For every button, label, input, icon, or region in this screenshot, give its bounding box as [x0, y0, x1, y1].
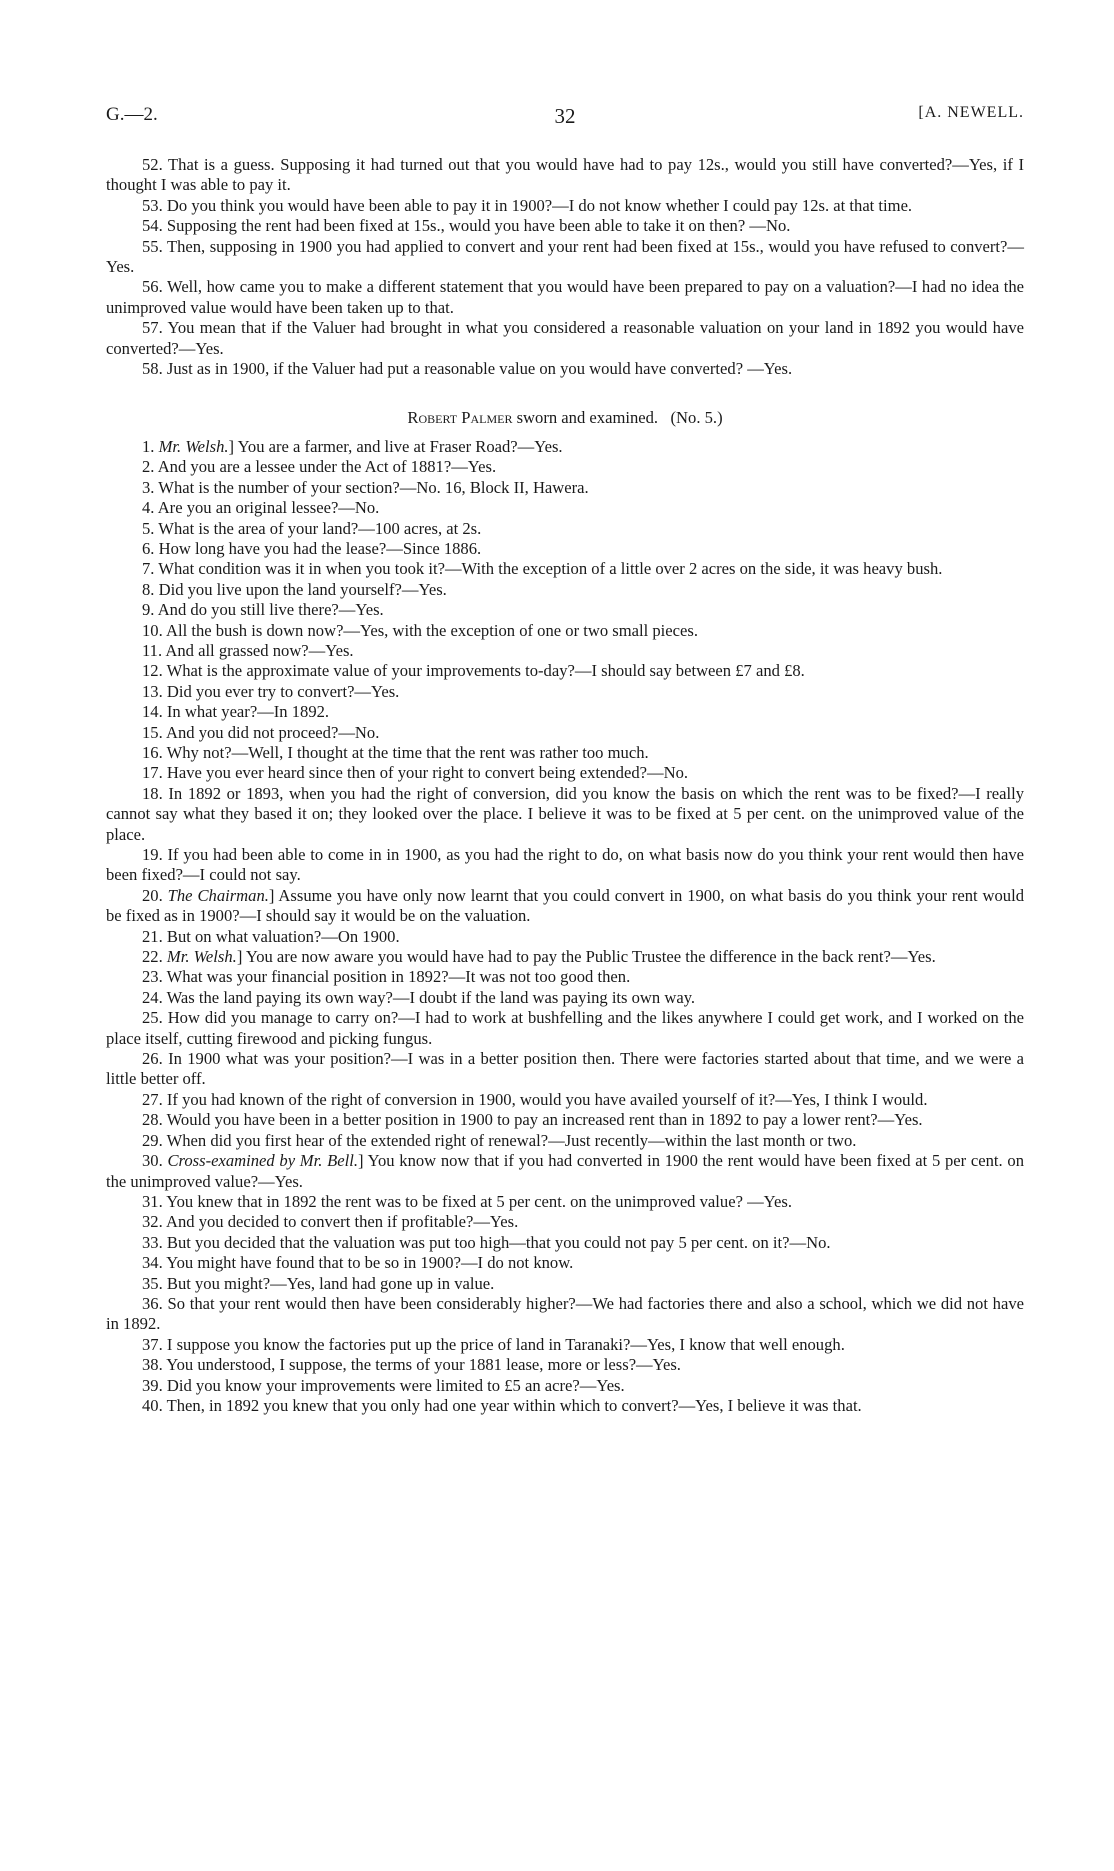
question-text: I suppose you know the factories put up the price of land in Taranaki?—Yes, I know that well enough.	[166, 1334, 845, 1354]
question-paragraph	[106, 845, 1024, 886]
question-number: 5.	[142, 518, 159, 538]
question-text: In 1892 or 1893, when you had the right of conversion, did you know the basis on which the rent was to be fixed?—I really cannot say what they based it on; they looked over the place. I believe it was to be fixed at 5 per cent. on the unimproved value of the place.	[106, 783, 1025, 844]
question-number: 11.	[142, 640, 166, 660]
question-paragraph: 54. Supposing the rent had been fixed at 15s., would you have been able to take it on then? —No.	[142, 216, 791, 236]
question-paragraph	[106, 1212, 1024, 1232]
question-paragraph	[106, 498, 1024, 518]
question-paragraph	[106, 947, 1024, 967]
question-number: 28.	[142, 1110, 167, 1130]
question-paragraph	[106, 661, 1024, 681]
question-number: 24.	[142, 987, 167, 1007]
question-number: 1.	[142, 436, 159, 456]
question-paragraph	[106, 641, 1024, 661]
question-paragraph	[106, 559, 1024, 579]
question-text: And you did not proceed?—No.	[165, 722, 380, 742]
question-text: How did you manage to carry on?—I had to work at bushfelling and the likes anywhere I could get work, and I worked on the place itself, cutting firewood and picking fungus.	[106, 1008, 1024, 1048]
question-number: 36.	[142, 1293, 168, 1313]
question-text: Then, in 1892 you knew that you only had one year within which to convert?—Yes, I believe it was that.	[166, 1395, 862, 1415]
question-paragraph	[106, 600, 1024, 620]
question-number: 31.	[142, 1191, 167, 1211]
header-reference: G.—2.	[106, 104, 158, 125]
question-paragraph	[106, 702, 1024, 722]
question-text: When did you first hear of the extended right of renewal?—Just recently—within the last month or two.	[166, 1130, 857, 1150]
question-number: 4.	[142, 498, 158, 518]
page-number: 32	[554, 104, 576, 128]
question-text: Did you live upon the land yourself?—Yes.	[158, 579, 447, 599]
question-number: 37.	[142, 1334, 167, 1354]
question-text: Would you have been in a better position in 1900 to pay an increased rent than in 1892 to pay a lower rent?—Yes.	[166, 1110, 923, 1130]
question-number: 21.	[142, 926, 167, 946]
question-paragraph	[106, 1396, 1024, 1416]
question-text: Are you an original lessee?—No.	[157, 498, 380, 518]
question-number: 34.	[142, 1253, 167, 1273]
question-paragraph	[106, 1233, 1024, 1253]
page-header	[106, 104, 1024, 134]
question-paragraph: 56. Well, how came you to make a different statement that you would have been prepared to pay on a valuation?—I had no idea the unimproved value would have been taken up to that.	[106, 277, 1024, 317]
question-text: How long have you had the lease?—Since 1886.	[158, 538, 482, 558]
speaker-name: Mr. Welsh.	[158, 436, 229, 456]
question-text: But on what valuation?—On 1900.	[166, 926, 400, 946]
question-text: All the bush is down now?—Yes, with the exception of one or two small pieces.	[165, 620, 698, 640]
question-number: 20.	[142, 885, 168, 905]
speaker-name: The Chairman.	[167, 885, 269, 905]
question-number: 25.	[142, 1008, 168, 1028]
question-number: 30.	[142, 1151, 168, 1171]
question-number: 35.	[142, 1273, 167, 1293]
question-paragraph	[106, 1090, 1024, 1110]
speaker-name: Cross-examined by Mr. Bell.	[167, 1151, 358, 1171]
question-text: Why not?—Well, I thought at the time that the rent was rather too much.	[166, 742, 649, 762]
question-number: 12.	[142, 661, 167, 681]
question-text: And you are a lessee under the Act of 1881?—Yes.	[157, 457, 497, 477]
question-number: 15.	[142, 722, 166, 742]
question-text: And you decided to convert then if profitable?—Yes.	[165, 1212, 519, 1232]
testimony-section-1	[106, 155, 1024, 379]
document-body	[106, 155, 1024, 1416]
question-text: Was the land paying its own way?—I doubt if the land was paying its own way.	[166, 987, 696, 1007]
question-paragraph	[106, 457, 1024, 477]
question-paragraph	[106, 967, 1024, 987]
question-number: 2.	[142, 457, 158, 477]
question-text: But you might?—Yes, land had gone up in value.	[166, 1273, 495, 1293]
question-paragraph	[106, 1151, 1024, 1192]
question-text: ] You are now aware you would have had to pay the Public Trustee the difference in the back rent?—Yes.	[236, 947, 936, 967]
question-text: In what year?—In 1892.	[166, 702, 330, 722]
question-paragraph	[106, 519, 1024, 539]
question-number: 16.	[142, 742, 167, 762]
question-paragraph	[106, 763, 1024, 783]
question-paragraph	[106, 723, 1024, 743]
question-paragraph	[106, 621, 1024, 641]
question-text: Have you ever heard since then of your right to convert being extended?—No.	[166, 763, 689, 783]
question-paragraph	[106, 1376, 1024, 1396]
question-paragraph	[106, 1335, 1024, 1355]
speaker-name: Mr. Welsh.	[166, 947, 237, 967]
question-text: If you had known of the right of conversion in 1900, would you have availed yourself of it?—Yes, I think I would.	[166, 1089, 928, 1109]
question-paragraph	[106, 437, 1024, 457]
question-text: If you had been able to come in in 1900, as you had the right to do, on what basis now do you think your rent would then have been fixed?—I could not say.	[106, 845, 1025, 885]
question-number: 27.	[142, 1089, 167, 1109]
question-number: 23.	[142, 967, 167, 987]
question-number: 3.	[142, 477, 159, 497]
question-text: You might have found that to be so in 1900?—I do not know.	[166, 1253, 574, 1273]
question-text: Did you ever try to convert?—Yes.	[166, 681, 400, 701]
question-text: And do you still live there?—Yes.	[157, 600, 384, 620]
question-paragraph: 55. Then, supposing in 1900 you had applied to convert and your rent had been fixed at 15s., would you have refused to convert?—Yes.	[106, 236, 1024, 277]
question-text: What is the approximate value of your improvements to-day?—I should say between £7 and £8.	[166, 661, 805, 681]
question-text: So that your rent would then have been considerably higher?—We had factories there and also a school, which we did not have in 1892.	[106, 1293, 1025, 1334]
question-paragraph	[106, 539, 1024, 559]
question-paragraph	[106, 1110, 1024, 1130]
question-text: And all grassed now?—Yes.	[165, 640, 354, 660]
question-text: What condition was it in when you took it?—With the exception of a little over 2 acres on the side, it was heavy bush.	[158, 559, 943, 579]
question-number: 17.	[142, 763, 167, 783]
question-paragraph	[106, 1294, 1024, 1335]
question-paragraph: 58. Just as in 1900, if the Valuer had put a reasonable value on you would have converted? —Yes.	[142, 359, 793, 379]
question-paragraph	[106, 1008, 1024, 1049]
question-number: 6.	[142, 538, 159, 558]
question-number: 14.	[142, 702, 167, 722]
question-number: 29.	[142, 1130, 167, 1150]
question-number: 13.	[142, 681, 167, 701]
question-text: What was your financial position in 1892?—It was not too good then.	[166, 967, 631, 987]
question-paragraph: 53. Do you think you would have been able to pay it in 1900?—I do not know whether I could pay 12s. at that time.	[142, 195, 913, 215]
question-paragraph	[106, 886, 1024, 927]
question-number: 33.	[142, 1232, 167, 1252]
question-number: 19.	[142, 845, 168, 864]
question-text: In 1900 what was your position?—I was in a better position then. There were factories started about that time, and we were a little better off.	[106, 1049, 1025, 1089]
question-paragraph: 52. That is a guess. Supposing it had turned out that you would have had to pay 12s., would you still have converted?—Yes, if I thought I was able to pay it.	[106, 155, 1024, 195]
header-witness: [A. NEWELL.	[918, 104, 1024, 121]
question-paragraph	[106, 784, 1024, 845]
question-paragraph	[106, 1274, 1024, 1294]
question-paragraph	[106, 1192, 1024, 1212]
question-paragraph	[106, 682, 1024, 702]
question-number: 40.	[142, 1395, 167, 1415]
question-number: 32.	[142, 1212, 166, 1232]
question-text: What is the area of your land?—100 acres, at 2s.	[158, 518, 482, 538]
witness-number: (No. 5.)	[670, 408, 723, 428]
question-number: 26.	[142, 1049, 169, 1069]
question-paragraph	[106, 927, 1024, 947]
question-number: 22.	[142, 947, 167, 967]
question-text: But you decided that the valuation was put too high—that you could not pay 5 per cent. on it?—No.	[166, 1232, 831, 1252]
testimony-section-2	[106, 437, 1024, 1417]
witness-name: Robert Palmer	[407, 408, 513, 428]
question-number: 7.	[142, 559, 159, 579]
question-paragraph	[106, 1355, 1024, 1375]
question-text: ] You are a farmer, and live at Fraser Road?—Yes.	[228, 436, 563, 456]
question-paragraph	[106, 988, 1024, 1008]
question-paragraph	[106, 478, 1024, 498]
question-text: ] You know now that if you had converted in 1900 the rent would have been fixed at 5 per cent. on the unimproved value?—Yes.	[106, 1151, 1025, 1191]
question-paragraph	[106, 580, 1024, 600]
question-paragraph	[106, 1049, 1024, 1090]
question-paragraph	[106, 743, 1024, 763]
question-number: 18.	[142, 783, 169, 803]
question-text: Did you know your improvements were limited to £5 an acre?—Yes.	[166, 1375, 625, 1395]
question-number: 8.	[142, 579, 159, 599]
question-number: 39.	[142, 1375, 167, 1395]
question-number: 38.	[142, 1355, 167, 1375]
witness-sworn: sworn and examined.	[512, 408, 659, 428]
question-paragraph: 57. You mean that if the Valuer had brought in what you considered a reasonable valuation on your land in 1892 you would have converted?—Yes.	[106, 318, 1024, 358]
question-number: 10.	[142, 620, 166, 640]
question-paragraph	[106, 1253, 1024, 1273]
question-text: You knew that in 1892 the rent was to be fixed at 5 per cent. on the unimproved value? —Yes.	[166, 1191, 792, 1211]
witness-heading	[106, 408, 1024, 428]
question-text: You understood, I suppose, the terms of your 1881 lease, more or less?—Yes.	[166, 1355, 681, 1375]
question-paragraph	[106, 1131, 1024, 1151]
question-text: What is the number of your section?—No. 16, Block II, Hawera.	[158, 477, 589, 497]
question-text: ] Assume you have only now learnt that you could convert in 1900, on what basis do you think your rent would be fixed as in 1900?—I should say it would be on the valuation.	[106, 885, 1025, 926]
question-number: 9.	[142, 600, 158, 620]
